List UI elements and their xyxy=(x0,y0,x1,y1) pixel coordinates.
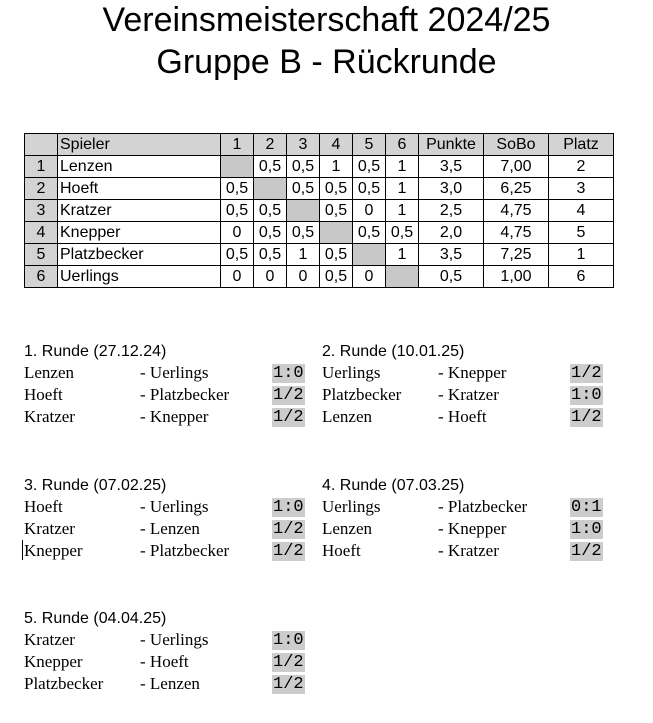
white-player: Hoeft xyxy=(24,497,63,516)
game-result-cell xyxy=(287,200,320,222)
round-title: 3. Runde (07.02.25) xyxy=(24,477,167,494)
rank-cell: 1 xyxy=(549,244,614,266)
black-player: - Platzbecker xyxy=(140,385,230,404)
game-result-cell: 0,5 xyxy=(353,156,386,178)
black-player: - Knepper xyxy=(140,407,209,426)
white-player: Kratzer xyxy=(24,407,75,426)
white-player: Knepper xyxy=(24,541,83,560)
round-block xyxy=(24,476,324,562)
points-cell: 0,5 xyxy=(419,266,484,288)
header-cell-punkte: Punkte xyxy=(419,134,484,156)
table-row xyxy=(25,156,614,178)
game-result-cell: 0 xyxy=(221,266,254,288)
sobo-cell: 4,75 xyxy=(484,200,549,222)
header-cell-spieler: Spieler xyxy=(58,134,221,156)
header-cell-nr xyxy=(25,134,58,156)
pairing-row xyxy=(24,496,324,518)
game-result-cell: 0,5 xyxy=(353,222,386,244)
game-result: 1:0 xyxy=(273,631,304,650)
black-player: - Hoeft xyxy=(438,407,487,426)
game-result: 1:0 xyxy=(571,386,602,405)
header-cell-2: 2 xyxy=(254,134,287,156)
game-result: 1/2 xyxy=(273,542,304,561)
white-player: Uerlings xyxy=(322,497,381,516)
black-player: - Hoeft xyxy=(140,652,189,671)
black-player: - Platzbecker xyxy=(438,497,528,516)
round-title: 4. Runde (07.03.25) xyxy=(322,477,465,494)
game-result-cell: 0 xyxy=(353,266,386,288)
black-player: - Lenzen xyxy=(140,519,200,538)
game-result-cell: 0,5 xyxy=(320,178,353,200)
game-result-cell: 0,5 xyxy=(221,244,254,266)
black-player: - Kratzer xyxy=(438,385,499,404)
game-result-cell: 0,5 xyxy=(254,244,287,266)
text-cursor xyxy=(22,540,23,560)
white-player: Lenzen xyxy=(322,519,373,538)
game-result-cell: 0,5 xyxy=(287,156,320,178)
row-number-cell: 2 xyxy=(25,178,58,200)
round-block xyxy=(24,609,324,695)
round-block xyxy=(322,342,622,428)
round-title: 2. Runde (10.01.25) xyxy=(322,343,465,360)
round-title: 1. Runde (27.12.24) xyxy=(24,343,167,360)
table-row xyxy=(25,200,614,222)
pairing-row xyxy=(24,629,324,651)
game-result-cell: 0,5 xyxy=(320,244,353,266)
row-number-cell: 4 xyxy=(25,222,58,244)
game-result: 1:0 xyxy=(273,498,304,517)
standings-table xyxy=(24,133,614,288)
table-row xyxy=(25,244,614,266)
row-number-cell: 1 xyxy=(25,156,58,178)
game-result-cell xyxy=(254,178,287,200)
game-result-cell: 0 xyxy=(287,266,320,288)
game-result-cell: 0,5 xyxy=(287,222,320,244)
header-cell-sobo: SoBo xyxy=(484,134,549,156)
header-cell-5: 5 xyxy=(353,134,386,156)
pairing-row xyxy=(322,362,622,384)
player-name-cell: Hoeft xyxy=(58,178,221,200)
pairing-row xyxy=(24,673,324,695)
black-player: - Knepper xyxy=(438,519,507,538)
game-result: 1:0 xyxy=(571,520,602,539)
game-result-cell: 0,5 xyxy=(287,178,320,200)
game-result-cell: 1 xyxy=(386,156,419,178)
game-result-cell: 1 xyxy=(386,178,419,200)
round-block xyxy=(322,476,622,562)
game-result: 1/2 xyxy=(273,653,304,672)
pairing-row xyxy=(322,406,622,428)
game-result: 1/2 xyxy=(571,364,602,383)
row-number-cell: 3 xyxy=(25,200,58,222)
white-player: Kratzer xyxy=(24,519,75,538)
table-row xyxy=(25,222,614,244)
white-player: Platzbecker xyxy=(24,674,104,693)
game-result-cell: 1 xyxy=(386,244,419,266)
sobo-cell: 7,25 xyxy=(484,244,549,266)
game-result: 1/2 xyxy=(273,520,304,539)
pairing-row xyxy=(322,518,622,540)
game-result-cell: 0 xyxy=(353,200,386,222)
header-cell-3: 3 xyxy=(287,134,320,156)
sobo-cell: 1,00 xyxy=(484,266,549,288)
game-result-cell xyxy=(386,266,419,288)
white-player: Hoeft xyxy=(24,385,63,404)
game-result-cell xyxy=(221,156,254,178)
pairing-row xyxy=(322,540,622,562)
points-cell: 3,5 xyxy=(419,156,484,178)
table-header-row xyxy=(25,134,614,156)
game-result: 1/2 xyxy=(273,408,304,427)
player-name-cell: Lenzen xyxy=(58,156,221,178)
pairing-row xyxy=(24,540,324,562)
sobo-cell: 4,75 xyxy=(484,222,549,244)
game-result: 1/2 xyxy=(273,675,304,694)
points-cell: 3,5 xyxy=(419,244,484,266)
pairing-row xyxy=(24,406,324,428)
round-block xyxy=(24,342,324,428)
game-result: 1:0 xyxy=(273,364,304,383)
white-player: Lenzen xyxy=(322,407,373,426)
game-result: 1/2 xyxy=(571,542,602,561)
pairing-row xyxy=(24,651,324,673)
game-result-cell: 0,5 xyxy=(254,200,287,222)
black-player: - Uerlings xyxy=(140,497,209,516)
white-player: Lenzen xyxy=(24,363,75,382)
game-result-cell: 1 xyxy=(287,244,320,266)
header-cell-4: 4 xyxy=(320,134,353,156)
game-result-cell: 0,5 xyxy=(221,200,254,222)
document-subtitle: Gruppe B - Rückrunde xyxy=(156,43,497,81)
black-player: - Knepper xyxy=(438,363,507,382)
player-name-cell: Knepper xyxy=(58,222,221,244)
rank-cell: 6 xyxy=(549,266,614,288)
white-player: Platzbecker xyxy=(322,385,402,404)
table-row xyxy=(25,178,614,200)
game-result-cell: 0,5 xyxy=(320,266,353,288)
row-number-cell: 6 xyxy=(25,266,58,288)
black-player: - Platzbecker xyxy=(140,541,230,560)
game-result-cell xyxy=(320,222,353,244)
pairing-row xyxy=(24,518,324,540)
pairing-row xyxy=(24,384,324,406)
rank-cell: 5 xyxy=(549,222,614,244)
rank-cell: 4 xyxy=(549,200,614,222)
pairing-row xyxy=(24,362,324,384)
game-result-cell: 0,5 xyxy=(320,200,353,222)
table-row xyxy=(25,266,614,288)
white-player: Hoeft xyxy=(322,541,361,560)
pairing-row xyxy=(322,496,622,518)
game-result: 1/2 xyxy=(571,408,602,427)
game-result-cell: 1 xyxy=(386,200,419,222)
game-result-cell: 0 xyxy=(221,222,254,244)
game-result-cell: 0 xyxy=(254,266,287,288)
sobo-cell: 7,00 xyxy=(484,156,549,178)
points-cell: 2,0 xyxy=(419,222,484,244)
points-cell: 2,5 xyxy=(419,200,484,222)
game-result-cell: 0,5 xyxy=(221,178,254,200)
game-result-cell: 0,5 xyxy=(386,222,419,244)
game-result: 0:1 xyxy=(571,498,602,517)
black-player: - Uerlings xyxy=(140,630,209,649)
points-cell: 3,0 xyxy=(419,178,484,200)
black-player: - Kratzer xyxy=(438,541,499,560)
rank-cell: 3 xyxy=(549,178,614,200)
game-result-cell: 0,5 xyxy=(254,222,287,244)
round-title: 5. Runde (04.04.25) xyxy=(24,610,167,627)
black-player: - Uerlings xyxy=(140,363,209,382)
black-player: - Lenzen xyxy=(140,674,200,693)
header-cell-1: 1 xyxy=(221,134,254,156)
white-player: Uerlings xyxy=(322,363,381,382)
game-result-cell: 0,5 xyxy=(254,156,287,178)
player-name-cell: Kratzer xyxy=(58,200,221,222)
header-cell-platz: Platz xyxy=(549,134,614,156)
row-number-cell: 5 xyxy=(25,244,58,266)
game-result-cell: 1 xyxy=(320,156,353,178)
white-player: Kratzer xyxy=(24,630,75,649)
player-name-cell: Platzbecker xyxy=(58,244,221,266)
header-cell-6: 6 xyxy=(386,134,419,156)
game-result-cell: 0,5 xyxy=(353,178,386,200)
document-title: Vereinsmeisterschaft 2024/25 xyxy=(102,1,551,39)
game-result-cell xyxy=(353,244,386,266)
game-result: 1/2 xyxy=(273,386,304,405)
sobo-cell: 6,25 xyxy=(484,178,549,200)
white-player: Knepper xyxy=(24,652,83,671)
player-name-cell: Uerlings xyxy=(58,266,221,288)
pairing-row xyxy=(322,384,622,406)
rank-cell: 2 xyxy=(549,156,614,178)
